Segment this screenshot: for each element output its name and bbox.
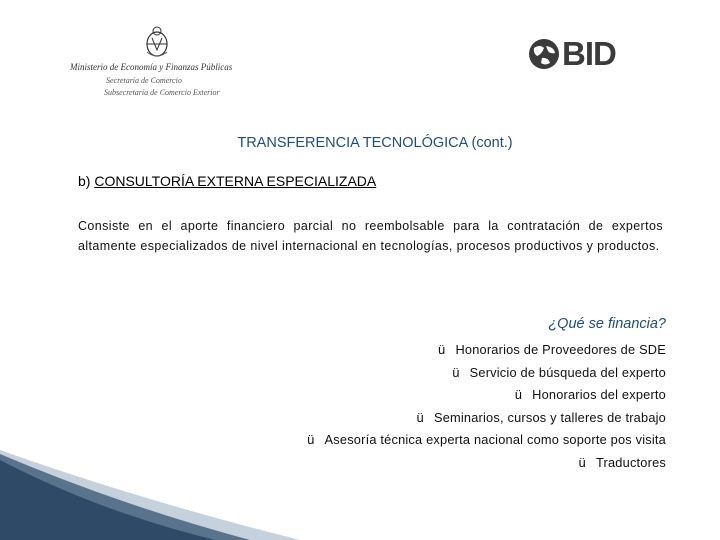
check-icon: ü bbox=[578, 454, 586, 470]
bid-logo bbox=[528, 37, 616, 71]
secretariat-name: Secretaría de Comercio bbox=[106, 76, 182, 85]
check-icon: ü bbox=[307, 432, 315, 447]
subtitle-underlined: CONSULTORÍA EXTERNA ESPECIALIZADA bbox=[94, 173, 377, 189]
subsecretariat-name: Subsecretaría de Comercio Exterior bbox=[104, 88, 220, 97]
description-paragraph: Consiste en el aporte financiero parcial no reembolsable para la contratación de expertos altamente especializados de nivel internacional en tecnologías, procesos productivos y productos. bbox=[78, 219, 663, 253]
check-icon: ü bbox=[514, 387, 523, 402]
argentina-seal-icon bbox=[144, 26, 170, 58]
list-item: ü Seminarios, cursos y talleres de trabajo bbox=[307, 407, 666, 430]
subtitle-prefix: b) bbox=[78, 173, 95, 189]
list-item: ü Honorarios del experto bbox=[307, 384, 666, 407]
list-item: ü Servicio de búsqueda del experto bbox=[307, 362, 666, 385]
list-item: ü Asesoría técnica experta nacional como soporte pos visita bbox=[307, 429, 666, 452]
bid-globe-icon bbox=[528, 38, 560, 70]
check-icon: ü bbox=[452, 364, 460, 380]
check-icon: ü bbox=[438, 342, 446, 357]
ministry-logo bbox=[66, 26, 256, 106]
slide-title: TRANSFERENCIA TECNOLÓGICA (cont.) bbox=[237, 135, 513, 151]
financing-question: ¿Qué se financia? bbox=[548, 316, 666, 332]
ministry-name: Ministerio de Economía y Finanzas Públicas bbox=[70, 62, 233, 72]
corner-decoration bbox=[0, 450, 720, 540]
section-subtitle bbox=[78, 173, 376, 189]
bid-logo-text: BID bbox=[562, 35, 616, 72]
list-item: ü Traductores bbox=[307, 452, 666, 475]
check-icon: ü bbox=[416, 409, 424, 425]
list-item: ü Honorarios de Proveedores de SDE bbox=[307, 339, 666, 362]
